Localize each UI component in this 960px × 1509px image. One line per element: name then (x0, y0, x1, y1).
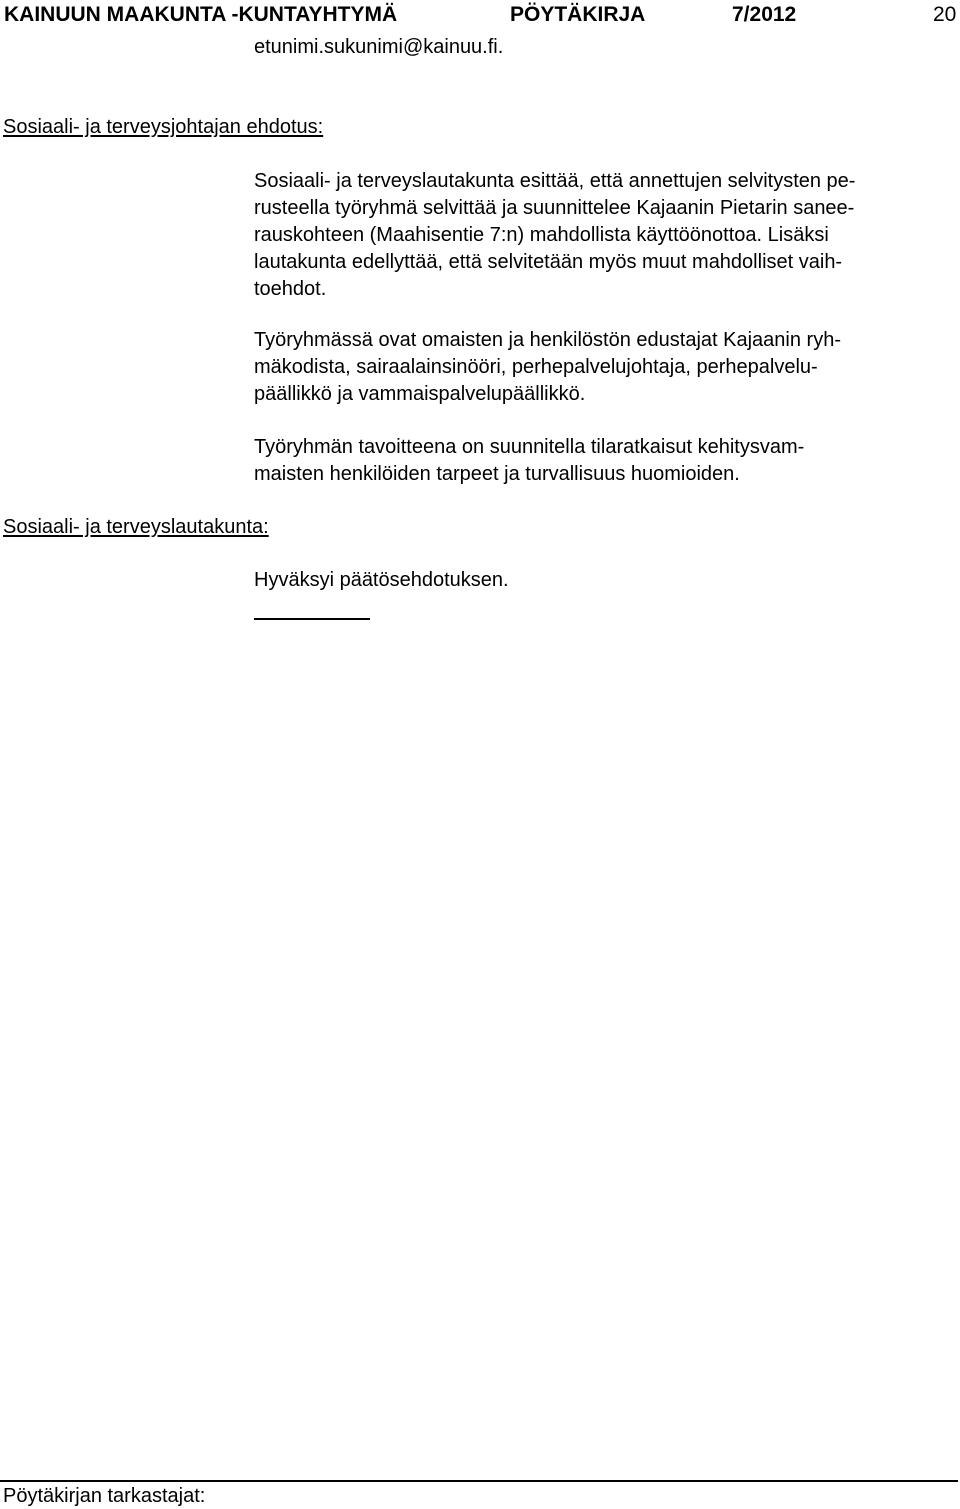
paragraph-line: maisten henkilöiden tarpeet ja turvallisuus huomioiden. (254, 463, 740, 485)
proposal-paragraph-3 (254, 434, 804, 488)
paragraph-line: päällikkö ja vammaispalvelupäällikkö. (254, 383, 586, 405)
header-organization: KAINUUN MAAKUNTA -KUNTAYHTYMÄ (4, 3, 398, 26)
paragraph-line: toehdot. (254, 278, 327, 300)
footer-rule (0, 1480, 958, 1482)
paragraph-line: lautakunta edellyttää, että selvitetään myös muut mahdolliset vaih- (254, 251, 843, 273)
paragraph-line: Työryhmän tavoitteena on suunnitella tilaratkaisut kehitysvam- (254, 436, 805, 458)
paragraph-line: mäkodista, sairaalainsinööri, perhepalvelujohtaja, perhepalvelu- (254, 356, 818, 378)
decision-text: Hyväksyi päätösehdotuksen. (254, 569, 509, 591)
proposal-paragraph-2 (254, 327, 841, 408)
paragraph-line: Työryhmässä ovat omaisten ja henkilöstön edustajat Kajaanin ryh- (254, 329, 841, 351)
header-document-number: 7/2012 (732, 3, 797, 26)
paragraph-line: Sosiaali- ja terveyslautakunta esittää, että annettujen selvitysten pe- (254, 170, 856, 192)
email-address: etunimi.sukunimi@kainuu.fi. (254, 36, 504, 58)
footer-label: Pöytäkirjan tarkastajat: (3, 1485, 206, 1507)
proposal-paragraph-1 (254, 168, 855, 303)
paragraph-line: rauskohteen (Maahisentie 7:n) mahdollista käyttöönottoa. Lisäksi (254, 224, 829, 246)
section-end-rule (254, 618, 370, 620)
proposal-label: Sosiaali- ja terveysjohtajan ehdotus: (3, 116, 324, 138)
header-document-type: PÖYTÄKIRJA (510, 3, 646, 26)
header-page-number: 20 (933, 3, 957, 26)
paragraph-line: rusteella työryhmä selvittää ja suunnittelee Kajaanin Pietarin sanee- (254, 197, 855, 219)
board-label: Sosiaali- ja terveyslautakunta: (3, 516, 269, 538)
